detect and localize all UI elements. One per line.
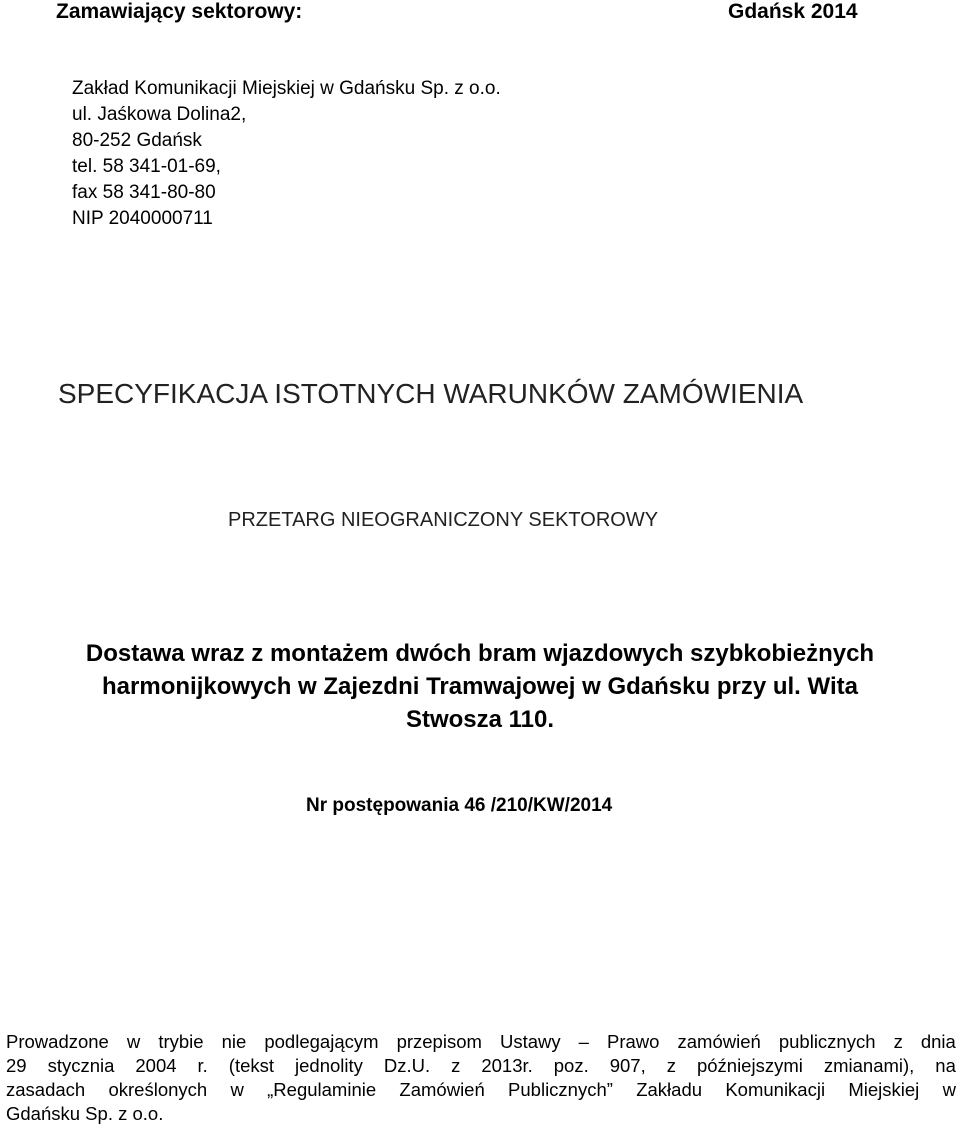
footer-word: trybie: [158, 1031, 204, 1052]
tender-type: PRZETARG NIEOGRANICZONY SEKTOROWY: [228, 509, 659, 531]
contracting-party-label: Zamawiający sektorowy:: [56, 0, 303, 23]
footer-word: z: [451, 1055, 461, 1076]
footer-word: w: [942, 1079, 956, 1100]
footer-word: Komunikacji: [725, 1079, 826, 1100]
street-address: ul. Jaśkowa Dolina2,: [72, 104, 247, 125]
footer-word: publicznych: [778, 1031, 876, 1052]
footer-word: Publicznych”: [508, 1079, 613, 1100]
footer-word: 29: [6, 1055, 27, 1076]
footer-word: r.: [197, 1055, 208, 1076]
footer-word: z: [666, 1055, 676, 1076]
footer-word: określonych: [108, 1079, 208, 1100]
document-title: SPECYFIKACJA ISTOTNYCH WARUNKÓW ZAMÓWIENIA: [58, 378, 804, 409]
footer-word: dnia: [920, 1031, 956, 1052]
place-and-year: Gdańsk 2014: [728, 0, 858, 23]
footer-word: Ustawy: [499, 1031, 561, 1052]
footer-line-2: [6, 1054, 956, 1078]
subject-line-1: Dostawa wraz z montażem dwóch bram wjazdowych szybkobieżnych: [85, 640, 875, 667]
order-subject: [0, 637, 960, 736]
footer-word: jednolity: [295, 1055, 363, 1076]
footer-word: zamówień: [677, 1031, 761, 1052]
footer-word: z: [893, 1031, 903, 1052]
contracting-party-address: [72, 76, 501, 232]
subject-line-2: harmonijkowych w Zajezdni Tramwajowej w Gdańsku przy ul. Wita: [102, 673, 858, 700]
footer-line-3: [6, 1078, 956, 1102]
postal-city: 80-252 Gdańsk: [72, 130, 202, 151]
footer-word: Prowadzone: [6, 1031, 109, 1052]
footer-word: Dz.U.: [383, 1055, 431, 1076]
footer-word: późniejszymi: [696, 1055, 803, 1076]
legal-basis-paragraph: [6, 1030, 956, 1126]
footer-word: –: [578, 1031, 589, 1052]
footer-word: Prawo: [607, 1031, 660, 1052]
footer-word: na: [935, 1055, 956, 1076]
footer-word: Zakładu: [636, 1079, 703, 1100]
footer-word: w: [126, 1031, 141, 1052]
footer-word: podlegającym: [264, 1031, 379, 1052]
phone-number: tel. 58 341-01-69,: [72, 156, 221, 177]
footer-word: (tekst: [228, 1055, 275, 1076]
footer-word: zasadach: [6, 1079, 86, 1100]
subject-line-3: Stwosza 110.: [405, 706, 555, 733]
footer-word: Miejskiej: [848, 1079, 920, 1100]
fax-number: fax 58 341-80-80: [72, 182, 216, 203]
tax-id: NIP 2040000711: [72, 208, 213, 229]
footer-word: 907,: [609, 1055, 646, 1076]
footer-line-1: [6, 1030, 956, 1054]
footer-word: Zamówień: [399, 1079, 485, 1100]
footer-word: 2004: [135, 1055, 177, 1076]
footer-word: stycznia: [47, 1055, 115, 1076]
footer-word: poz.: [553, 1055, 589, 1076]
footer-word: w: [230, 1079, 244, 1100]
footer-word: nie: [221, 1031, 247, 1052]
footer-word: 2013r.: [481, 1055, 533, 1076]
footer-word: „Regulaminie: [267, 1079, 377, 1100]
footer-word: zmianami),: [823, 1055, 915, 1076]
footer-line-4: Gdańsku Sp. z o.o.: [6, 1103, 164, 1124]
footer-word: przepisom: [396, 1031, 482, 1052]
procedure-number: Nr postępowania 46 /210/KW/2014: [306, 795, 613, 816]
company-name: Zakład Komunikacji Miejskiej w Gdańsku Sp. z o.o.: [72, 78, 501, 99]
